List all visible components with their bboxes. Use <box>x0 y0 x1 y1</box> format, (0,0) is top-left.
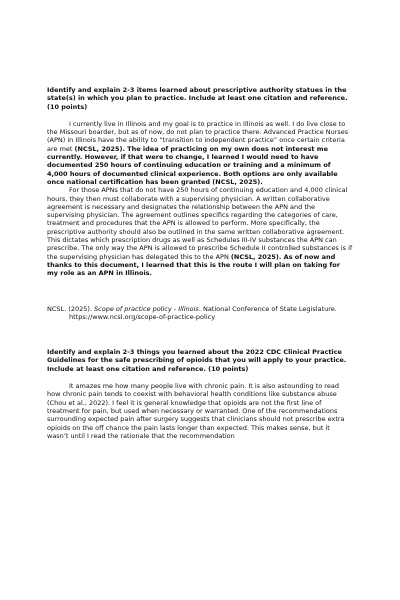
section1-p2-text: For those APNs that do not have 250 hours of continuing education and 4,000 clinical hours, they then must collaborate with a supervising physician. A written collaborative agreement is necessary and designates the relationship between the APN and the supervising physician. The agreement outlines specifics regarding the categories of care, treatment and procedures that the APN is allowed to perform. More specifically, the prescriptive authority should also be outlined in the same written collaborative agreement. This dictates which prescription drugs as well as Schedules III-IV substances the APN can prescribe. The only way the APN is allowed to prescribe Schedule II controlled substances is if the supervising physician has delegated this to the APN <box>47 186 353 261</box>
section1-paragraph-1 <box>47 120 353 186</box>
reference-author: NCSL. (2025). <box>47 304 95 313</box>
section1-p1-text: I currently live in Illinois and my goal is to practice in Illinois as well. I do live close to the Missouri boarder, but as of now, do not plan to practice there. Advanced Practice Nurses (APN) in Illinois have the ability to “transition to independent practice” once certain criteria are met <box>47 119 349 153</box>
section2-paragraph-1: It amazes me how many people live with chronic pain. It is also astounding to read how chronic pain tends to coexist with behavioral health conditions like substance abuse (Chou et al., 2022). I feel it is general knowledge that opioids are not the first line of treatment for pain, but used when necessary or warranted. One of the recommendations surrounding expected pain after surgery suggests that clinicians should not prescribe extra opioids on the off chance the pain lasts longer than expected. This makes sense, but it wasn’t until I read the rationale that the recommendation <box>47 382 345 440</box>
reference-rest: . National Conference of State Legislature. https://www.ncsl.org/scope-of-practice-policy <box>69 304 337 321</box>
section1-heading: Identify and explain 2-3 items learned about prescriptive authority statues in the state(s) in which you plan to practice. Include at least one citation and reference. (10 points) <box>47 86 348 111</box>
document-body <box>47 86 353 440</box>
reference-title: Scope of practice policy - Illinois <box>94 304 199 313</box>
section1-paragraph-2 <box>47 186 353 277</box>
section1-p2-bold-text: (NCSL, 2025). As of now and thanks to this document, I learned that this is the route I will plan on taking for my role as an APN in Illinois. <box>47 252 340 278</box>
section2-heading: Identify and explain 2-3 things you learned about the 2022 CDC Clinical Practice Guidelines for the safe prescribing of opioids that you will apply to your practice. Include at least one citation and reference. (10 points) <box>47 348 347 373</box>
section1-p1-bold-text: (NCSL, 2025). The idea of practicing on my own does not interest me currently. However, if that were to change, I learned I would need to have documented 250 hours of continuing education or training and a minimum of 4,000 hours of documented clinical experience. Both options are only available once national certification has been granted (NCSL, 2025). <box>47 144 338 186</box>
reference-entry <box>47 305 353 322</box>
